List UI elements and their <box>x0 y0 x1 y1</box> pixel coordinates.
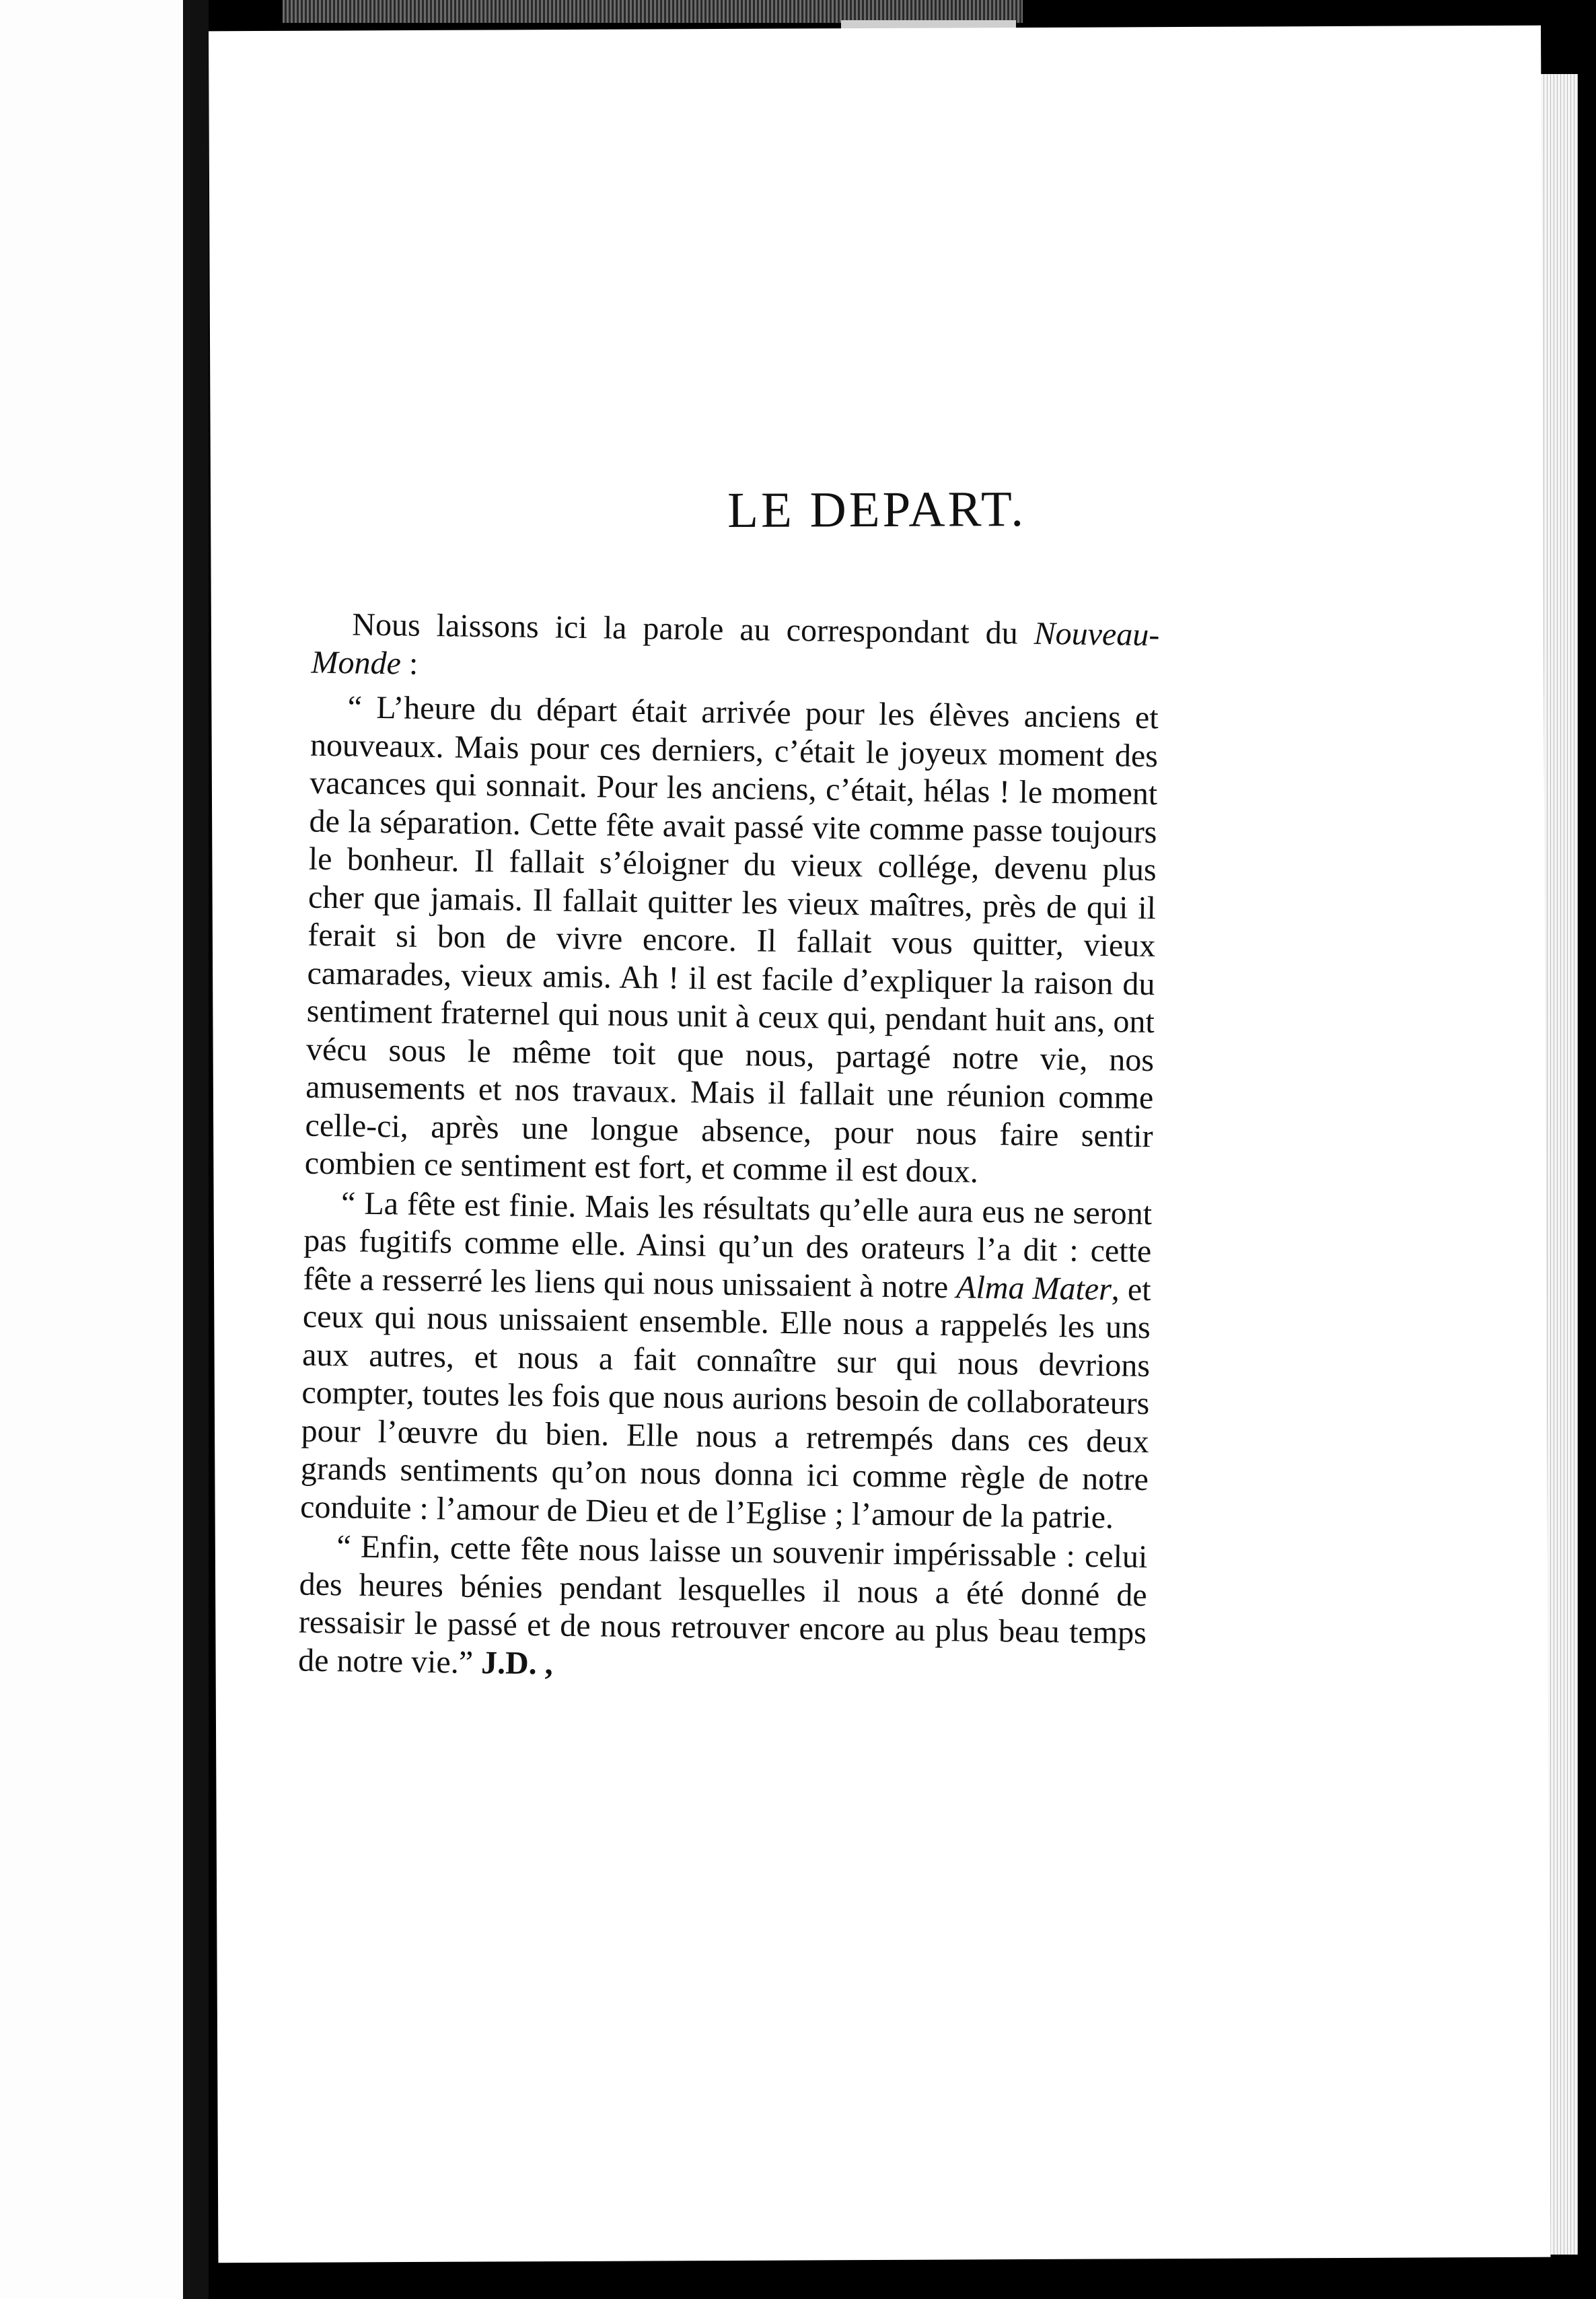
book-top-edge <box>283 0 1023 23</box>
newspaper-name: Nouveau-Monde <box>311 615 1160 681</box>
paragraph-fete-finie <box>300 1184 1153 1537</box>
paragraph-fete-finie-end: , et ceux qui nous unissaient ensemble. Elle nous a rappelés les uns aux autres, et nous a fait connaître sur qui nous devrions compter, toutes les fois que nous aurions besoin de collaborateurs pour l’œuvre du bien. Elle nous a retrempés dans ces deux grands sentiments qu’on nous donna ici comme règle de notre conduite : l’amour de Dieu et de l’Eglise ; l’amour de la patrie. <box>299 1271 1151 1535</box>
body-text <box>298 606 1160 1691</box>
paragraph-souvenir-text: “ Enfin, cette fête nous laisse un souvenir impérissable : celui des heures bénies pendant lesquelles il nous a été donné de ressaisir le passé et de nous retrouver encore au plus beau temps de notre vie.” <box>297 1528 1148 1681</box>
paragraph-depart: “ L’heure du départ était arrivée pour les élèves anciens et nouveaux. Mais pour ces derniers, c’était le joyeux moment des vacances qui sonnait. Pour les anciens, c’était, hélas ! le moment de la séparation. Cette fête avait passé vite comme passe toujours le bonheur. Il fallait s’éloigner du vieux collége, devenu plus cher que jamais. Il fallait quitter les vieux maîtres, près de qui il ferait si bon de vivre encore. Il fallait vous quitter, vieux camarades, vieux amis. Ah ! il est facile d’expliquer la raison du sentiment fraternel qui nous unit à ceux qui, pendant huit ans, ont vécu sous le même toit que nous, partagé notre vie, nos amusements et nos travaux. Mais il fallait une réunion comme celle-ci, après une longue absence, pour nous faire sentir combien ce sentiment est fort, et comme il est doux. <box>304 689 1159 1190</box>
page-title: LE DEPART. <box>727 481 1027 538</box>
author-signature: J.D. , <box>480 1644 554 1681</box>
paragraph-souvenir <box>298 1528 1148 1691</box>
left-blank-page <box>0 0 183 2299</box>
intro-text: Nous laissons ici la parole au correspondant du <box>352 606 1035 651</box>
document-page <box>209 26 1550 2263</box>
intro-text-end: : <box>400 645 419 682</box>
intro-paragraph <box>311 606 1159 693</box>
book-gutter <box>183 0 209 2299</box>
alma-mater-phrase: Alma Mater <box>955 1269 1112 1307</box>
paragraph-fete-finie-start: “ La fête est finie. Mais les résultats qu’elle aura eus ne seront pas fugitifs comme elle. Ainsi qu’un des orateurs l’a dit : cette fête a resserré les liens qui nous unissaient à notre <box>303 1184 1153 1305</box>
